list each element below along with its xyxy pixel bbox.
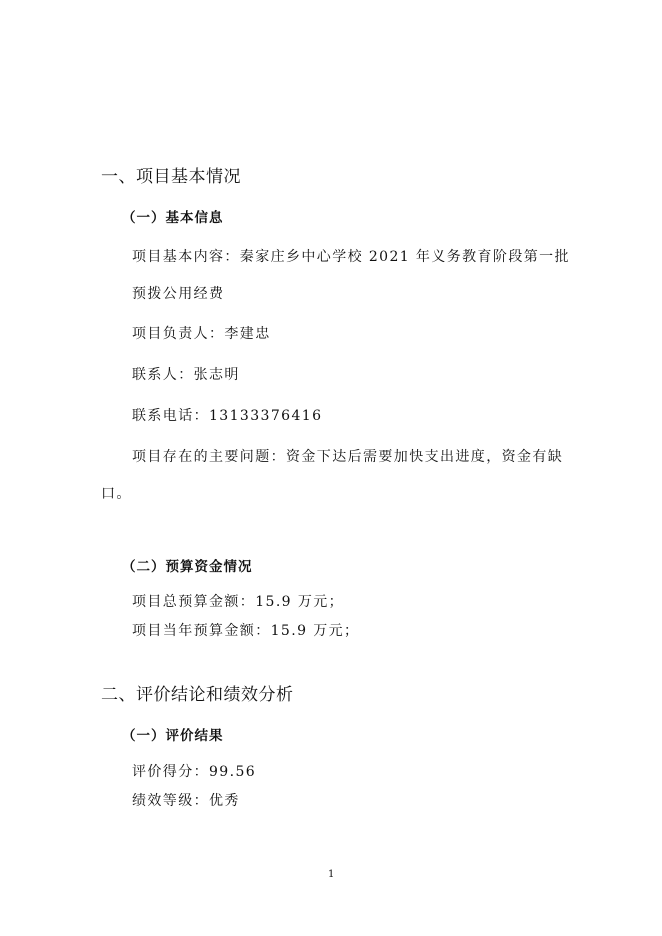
section-2-title: 二、评价结论和绩效分析 [101, 685, 294, 705]
current-year-budget: 项目当年预算金额：15.9 万元； [132, 623, 360, 639]
project-content-line-1: 项目基本内容：秦家庄乡中心学校 2021 年义务教育阶段第一批 [132, 249, 570, 265]
project-issue-line-2: 口。 [101, 486, 132, 502]
project-issue-line-1: 项目存在的主要问题：资金下达后需要加快支出进度，资金有缺 [132, 449, 564, 465]
total-budget: 项目总预算金额：15.9 万元； [132, 594, 345, 610]
evaluation-score: 评价得分：99.56 [132, 764, 257, 780]
contact-person: 联系人：张志明 [132, 367, 240, 383]
project-content-line-2: 预拨公用经费 [132, 286, 225, 302]
contact-phone: 联系电话：13133376416 [132, 408, 323, 424]
section-1-title: 一、项目基本情况 [101, 167, 241, 187]
evaluation-result-heading: （一）评价结果 [122, 728, 224, 744]
page-number: 1 [328, 869, 335, 880]
performance-grade: 绩效等级：优秀 [132, 793, 240, 809]
budget-heading: （二）预算资金情况 [122, 559, 253, 575]
project-leader: 项目负责人：李建忠 [132, 326, 271, 342]
basic-info-heading: （一）基本信息 [122, 210, 224, 226]
